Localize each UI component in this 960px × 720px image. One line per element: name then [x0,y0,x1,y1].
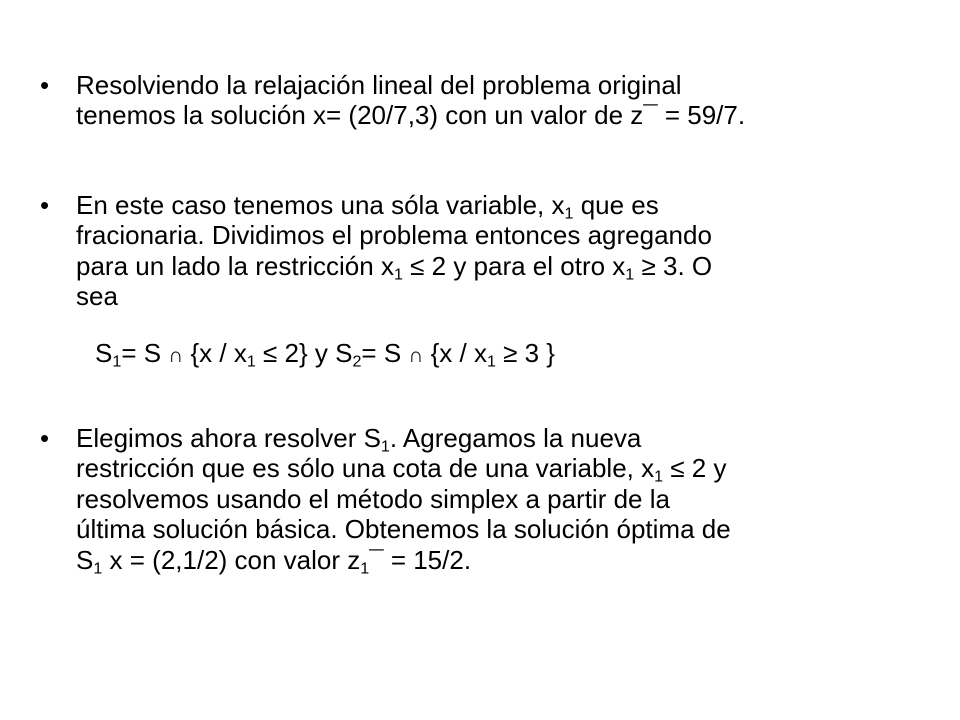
text-run: para un lado la restricción x [76,250,394,281]
bullet-text [76,423,920,578]
bullet-branching-variable [40,190,920,312]
subscript: 1 [112,352,122,371]
text-line [76,544,920,578]
text-run: S [76,544,94,575]
text-run: S [95,338,113,368]
text-line [76,250,920,284]
text-run: ≤ 2 y para el otro x [402,250,626,281]
text-line [76,423,920,456]
text-line [76,190,920,223]
text-run: ¯ = 15/2. [369,544,472,575]
subscript: 1 [625,265,635,284]
text-run: . Agregamos la nueva [389,423,642,453]
text-line: Resolviendo la relajación lineal del problema original [76,70,682,100]
text-run: = S [121,338,169,368]
bullet-marker: • [40,190,50,220]
text-line: fracionaria. Dividimos el problema entonces agregando [76,220,712,251]
text-line: tenemos la solución x= (20/7,3) con un valor de z¯ = 59/7. [76,100,746,131]
bullet-text [76,70,920,131]
subscript: 1 [360,559,370,578]
subscript: 1 [393,265,403,284]
bullet-marker: • [40,423,50,453]
subscript: 2 [352,352,362,371]
text-run: x = (2,1/2) con valor z [102,544,361,575]
subscript: 1 [380,437,390,456]
text-run: ≤ 2} y S [255,338,353,368]
bullet-relaxation-solution [40,70,920,131]
bullet-solve-s1 [40,423,920,578]
text-run: restricción que es sólo una cota de una variable, x [76,453,655,484]
subscript: 1 [486,352,496,371]
text-line: resolvemos usando el método simplex a partir de la [76,483,670,514]
bullet-text [76,190,920,312]
text-run: Elegimos ahora resolver S [76,423,381,453]
text-run: En este caso tenemos una sóla variable, x [76,190,565,220]
text-run: ≤ 2 y [663,453,727,484]
subscript: 1 [654,467,664,486]
text-run: {x / x [183,338,247,368]
text-run: que es [573,190,659,220]
text-line [76,453,920,486]
text-run: ≥ 3 } [495,338,555,368]
subscript: 1 [93,559,103,578]
intersection-symbol: ∩ [408,344,424,367]
text-run: = S [361,338,409,368]
text-line: última solución básica. Obtenemos la solución óptima de [76,514,731,545]
subscript: 1 [564,204,574,223]
text-run: ≥ 3. O [634,250,713,281]
subscript: 1 [246,352,256,371]
subproblem-formula [95,338,555,369]
text-line: sea [76,281,118,312]
text-run: {x / x [423,338,487,368]
bullet-marker: • [40,70,50,100]
intersection-symbol: ∩ [168,344,184,367]
